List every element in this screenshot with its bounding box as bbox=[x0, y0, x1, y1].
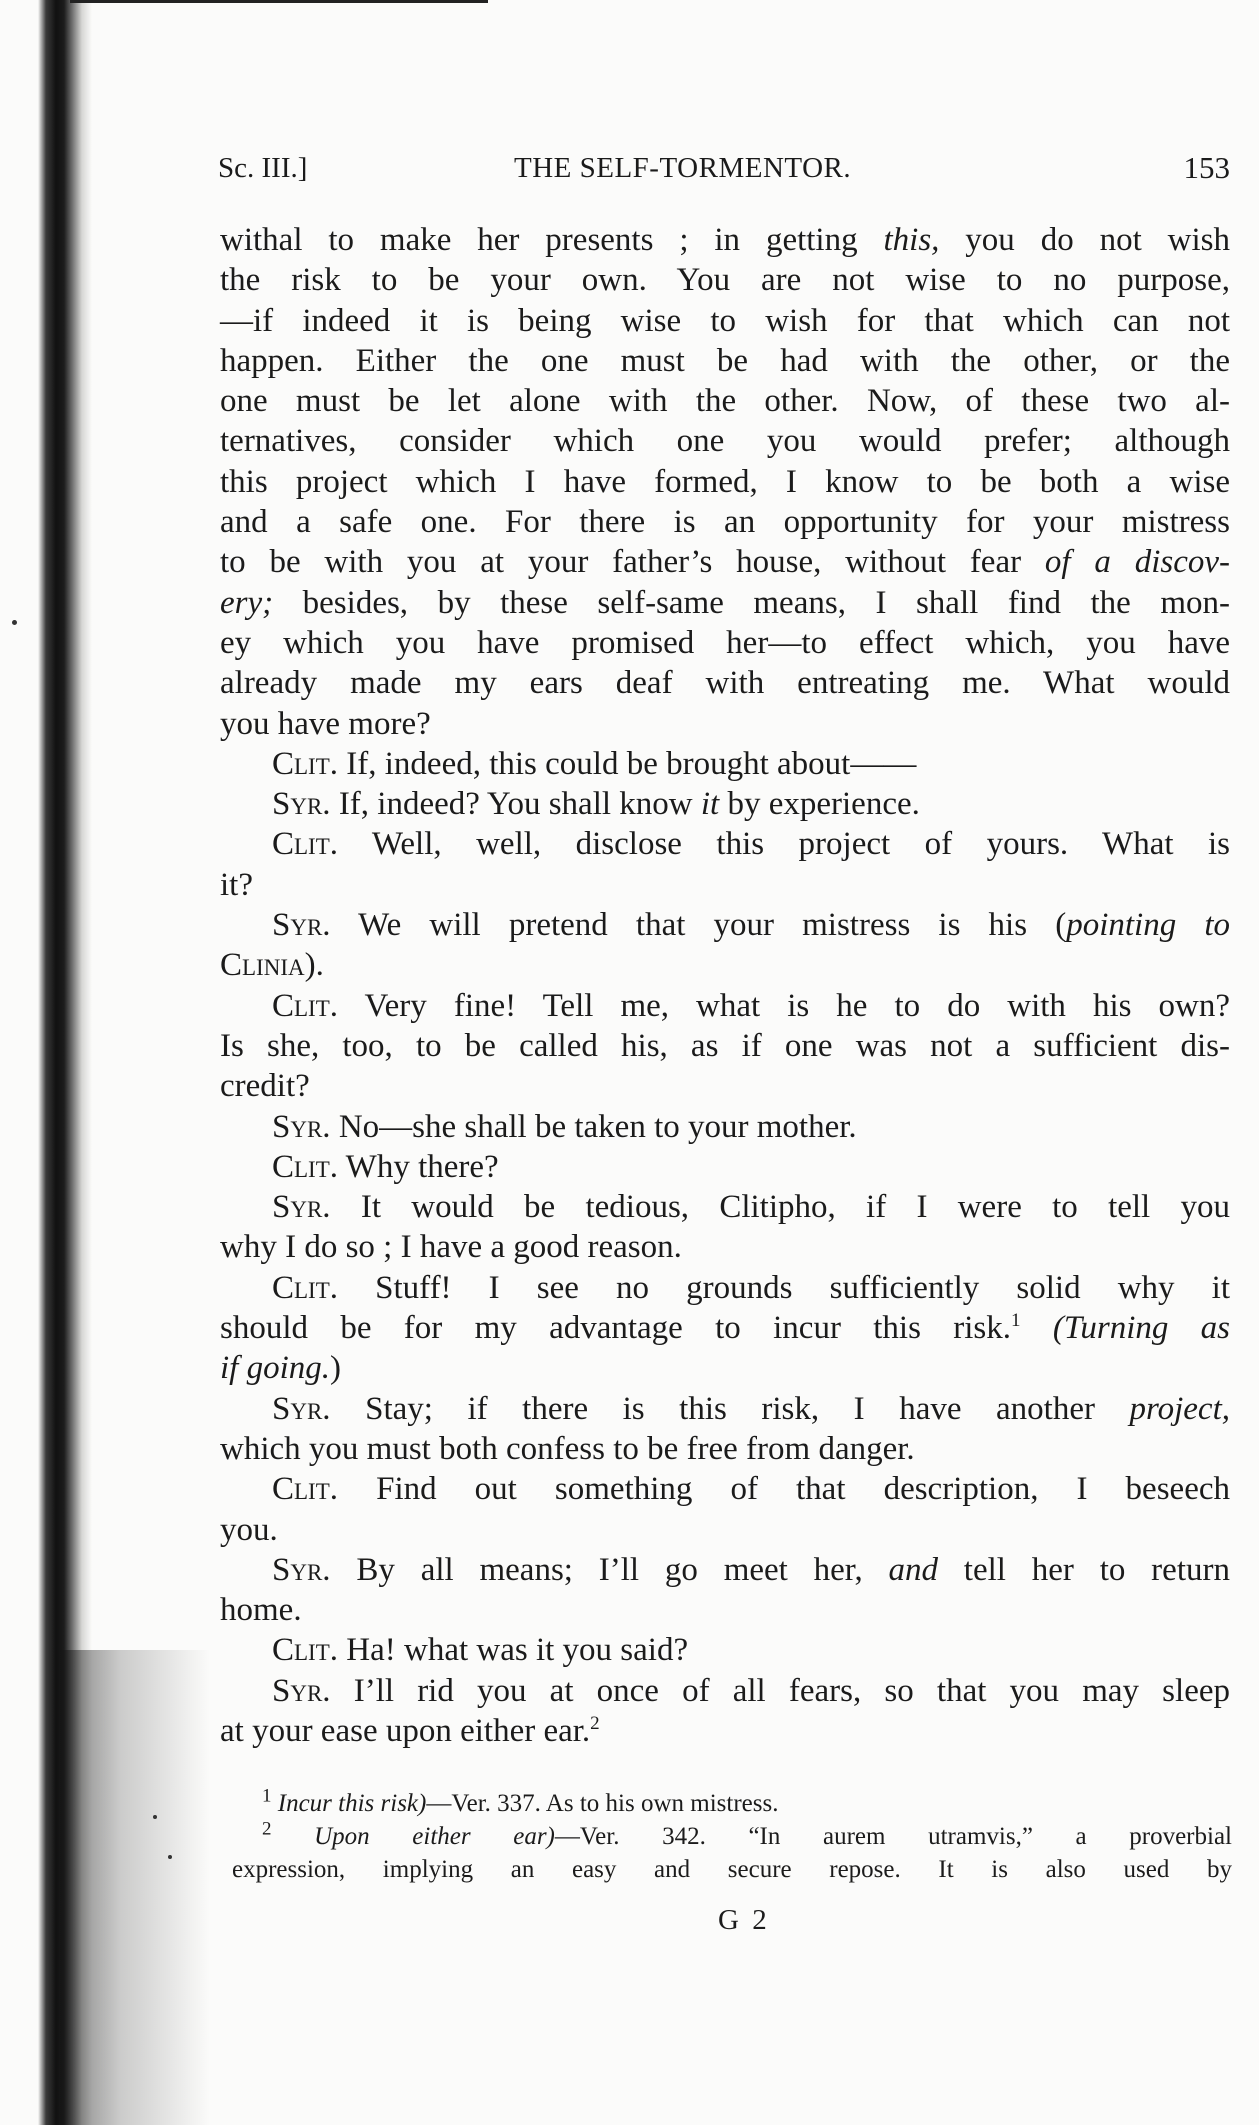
text-line: happen. Either the one must be had with the other, or the bbox=[220, 342, 1230, 379]
dialogue-clitipho: Clit. Find out something of that description, I beseech bbox=[272, 1471, 1230, 1508]
dialogue-syrus: Syr. I’ll rid you at once of all fears, so that you may sleep bbox=[272, 1672, 1230, 1709]
text-line: which you must both confess to be free from danger. bbox=[220, 1430, 915, 1467]
dialogue-syrus: Syr. If, indeed? You shall know it by experience. bbox=[272, 786, 920, 823]
dialogue-syrus: Syr. By all means; I’ll go meet her, and tell her to return bbox=[272, 1551, 1230, 1588]
text-line: credit? bbox=[220, 1068, 310, 1105]
dialogue-clitipho: Clit. Ha! what was it you said? bbox=[272, 1632, 689, 1669]
text-line: if going.) bbox=[220, 1350, 342, 1387]
speck bbox=[12, 620, 17, 625]
signature-mark: G 2 bbox=[718, 1904, 770, 1936]
running-header bbox=[218, 152, 1230, 192]
text-line: you have more? bbox=[220, 705, 431, 742]
footnote-2: $^2$ Upon either ear)—Ver. 342. “In aurem utramvis,” a proverbial bbox=[262, 1818, 1232, 1850]
dialogue-clitipho: Clit. Stuff! I see no grounds sufficiently solid why it bbox=[272, 1269, 1230, 1306]
speaker: Syr. bbox=[272, 1551, 331, 1588]
text-line: home. bbox=[220, 1592, 302, 1629]
speaker: Syr. bbox=[272, 907, 331, 944]
footnotes bbox=[232, 1787, 1232, 1886]
text-line: why I do so ; I have a good reason. bbox=[220, 1229, 682, 1266]
dialogue-syrus: Syr. No—she shall be taken to your mother. bbox=[272, 1108, 857, 1145]
speaker: Clit. bbox=[272, 1632, 339, 1669]
text-line: —if indeed it is being wise to wish for that which can not bbox=[220, 302, 1230, 339]
speaker: Clit. bbox=[272, 1148, 339, 1185]
speaker: Clit. bbox=[272, 826, 339, 863]
speaker: Clit. bbox=[272, 987, 339, 1024]
header-title: THE SELF-TORMENTOR. bbox=[514, 152, 852, 184]
speck bbox=[168, 1855, 172, 1859]
dialogue-clitipho: Clit. If, indeed, this could be brought about—— bbox=[272, 745, 917, 782]
text-line: Clinia). bbox=[220, 947, 324, 984]
page-number: 153 bbox=[1183, 150, 1230, 185]
text-line: you. bbox=[220, 1511, 278, 1548]
text-line: and a safe one. For there is an opportunity for your mistress bbox=[220, 504, 1230, 541]
text-line: Is she, too, to be called his, as if one was not a sufficient dis- bbox=[220, 1027, 1230, 1064]
speaker: Syr. bbox=[272, 786, 331, 823]
speck bbox=[153, 1815, 157, 1819]
text-line: to be with you at your father’s house, without fear of a discov- bbox=[220, 544, 1230, 581]
speaker: Clit. bbox=[272, 745, 339, 782]
footnote-ref: 2 bbox=[590, 1712, 600, 1734]
speaker: Clit. bbox=[272, 1269, 339, 1306]
text-line: one must be let alone with the other. Now, of these two al- bbox=[220, 383, 1230, 420]
text-line: ery; besides, by these self-same means, I shall find the mon- bbox=[220, 584, 1230, 621]
dialogue-syrus: Syr. We will pretend that your mistress is his (pointing to bbox=[272, 907, 1230, 944]
text-line: it? bbox=[220, 866, 253, 903]
speaker: Clit. bbox=[272, 1471, 339, 1508]
speaker: Syr. bbox=[272, 1189, 331, 1226]
footnote-2-cont: expression, implying an easy and secure repose. It is also used by bbox=[232, 1856, 1232, 1883]
speaker: Syr. bbox=[272, 1108, 331, 1145]
text-line: the risk to be your own. You are not wise to no purpose, bbox=[220, 262, 1230, 299]
text-line: at your ease upon either ear.$^2$ bbox=[220, 1712, 600, 1749]
speaker: Syr. bbox=[272, 1672, 331, 1709]
dialogue-syrus: Syr. Stay; if there is this risk, I have another project, bbox=[272, 1390, 1230, 1427]
header-section: Sc. III.] bbox=[218, 152, 308, 184]
dialogue-syrus: Syr. It would be tedious, Clitipho, if I were to tell you bbox=[272, 1189, 1230, 1226]
text-line: ey which you have promised her—to effect which, you have bbox=[220, 624, 1230, 661]
top-edge-line bbox=[70, 0, 488, 3]
footnote-1: $^1$ Incur this risk)—Ver. 337. As to his own mistress. bbox=[262, 1785, 779, 1817]
body-text bbox=[220, 220, 1230, 1751]
dialogue-clitipho: Clit. Very fine! Tell me, what is he to do with his own? bbox=[272, 987, 1230, 1024]
text-line: ternatives, consider which one you would prefer; although bbox=[220, 423, 1230, 460]
footnote-ref: 1 bbox=[1011, 1310, 1021, 1332]
text-line: already made my ears deaf with entreating me. What would bbox=[220, 665, 1230, 702]
speaker: Syr. bbox=[272, 1390, 331, 1427]
text-line: withal to make her presents ; in getting this, you do not wish bbox=[220, 222, 1230, 258]
text-line: this project which I have formed, I know to be both a wise bbox=[220, 463, 1230, 500]
dialogue-clitipho: Clit. Why there? bbox=[272, 1148, 499, 1185]
text-line: should be for my advantage to incur this risk.$^1$ (Turning as bbox=[220, 1310, 1231, 1347]
dialogue-clitipho: Clit. Well, well, disclose this project of yours. What is bbox=[272, 826, 1230, 863]
binding-shadow-bottom bbox=[60, 1650, 210, 2125]
